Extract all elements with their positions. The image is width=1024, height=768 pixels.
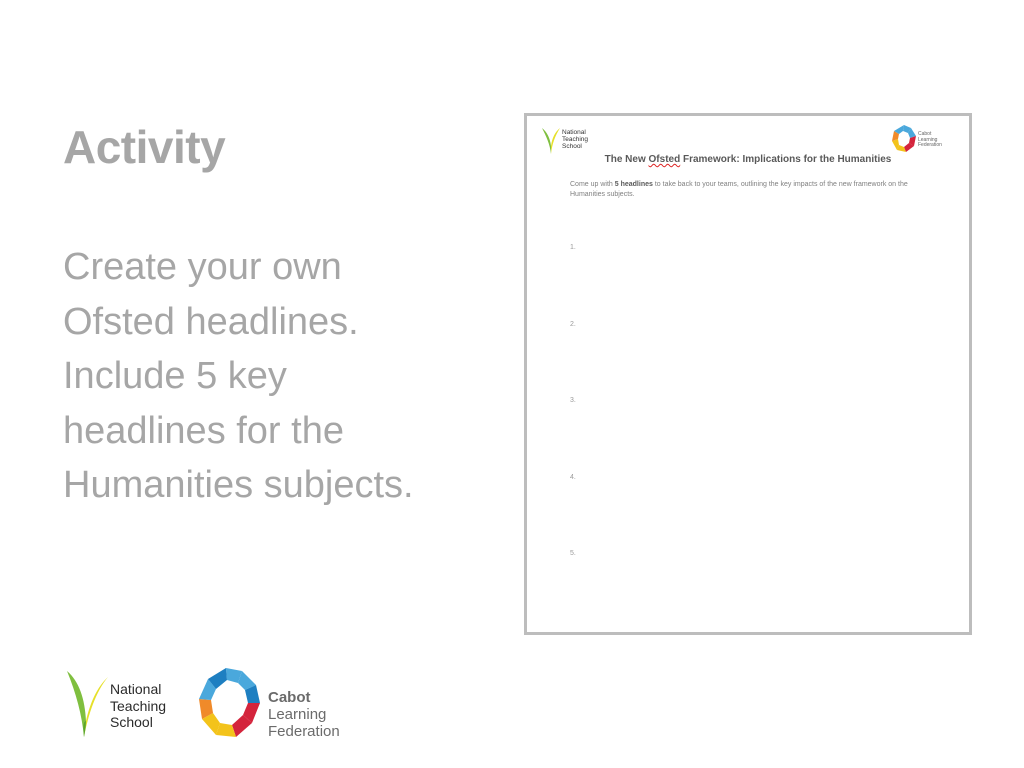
worksheet-clf-logo <box>891 124 951 156</box>
logo-text-line: Federation <box>268 723 340 740</box>
slide-title: Activity <box>63 121 226 173</box>
body-line: Ofsted headlines. <box>63 300 359 343</box>
body-line: Humanities subjects. <box>63 464 414 506</box>
worksheet-heading: The New Ofsted Framework: Implications for the Humanities <box>604 154 892 165</box>
body-line: Create your own <box>63 246 342 288</box>
headline-number: 4. <box>570 474 576 481</box>
ring-logo-icon <box>891 124 917 154</box>
body-line: headlines for the <box>63 409 344 452</box>
logo-text-line: Learning <box>918 136 938 143</box>
logo-text-line: School <box>562 143 582 150</box>
logo-text-line: National <box>110 681 162 697</box>
headline-number: 2. <box>570 321 576 328</box>
body-line: Include 5 key <box>63 355 287 397</box>
logo-text-line: Cabot <box>918 131 932 137</box>
leaf-logo-icon <box>66 667 110 739</box>
logo-text-line: Teaching <box>110 697 167 714</box>
cabot-learning-federation-logo <box>196 665 346 743</box>
worksheet-image <box>524 113 972 635</box>
ring-logo-icon <box>196 665 264 743</box>
national-teaching-school-logo <box>66 667 176 739</box>
logo-text-line: Federation <box>918 142 942 149</box>
leaf-logo-icon <box>541 124 561 156</box>
headline-number: 3. <box>570 397 576 404</box>
slide-body-text <box>63 240 483 513</box>
logo-text-line: Cabot <box>268 689 311 706</box>
worksheet-instructions: Come up with 5 headlines to take back to your teams, outlining the key impacts of the new framework on the Humanities subjects. <box>570 181 908 198</box>
worksheet-nts-logo <box>541 124 601 158</box>
logo-text-line: Teaching <box>562 136 589 143</box>
headline-number: 1. <box>570 244 576 251</box>
logo-text-line: National <box>562 129 586 136</box>
logo-text-line: Learning <box>268 706 327 723</box>
logo-text-line: School <box>110 714 153 730</box>
headline-number: 5. <box>570 550 576 557</box>
